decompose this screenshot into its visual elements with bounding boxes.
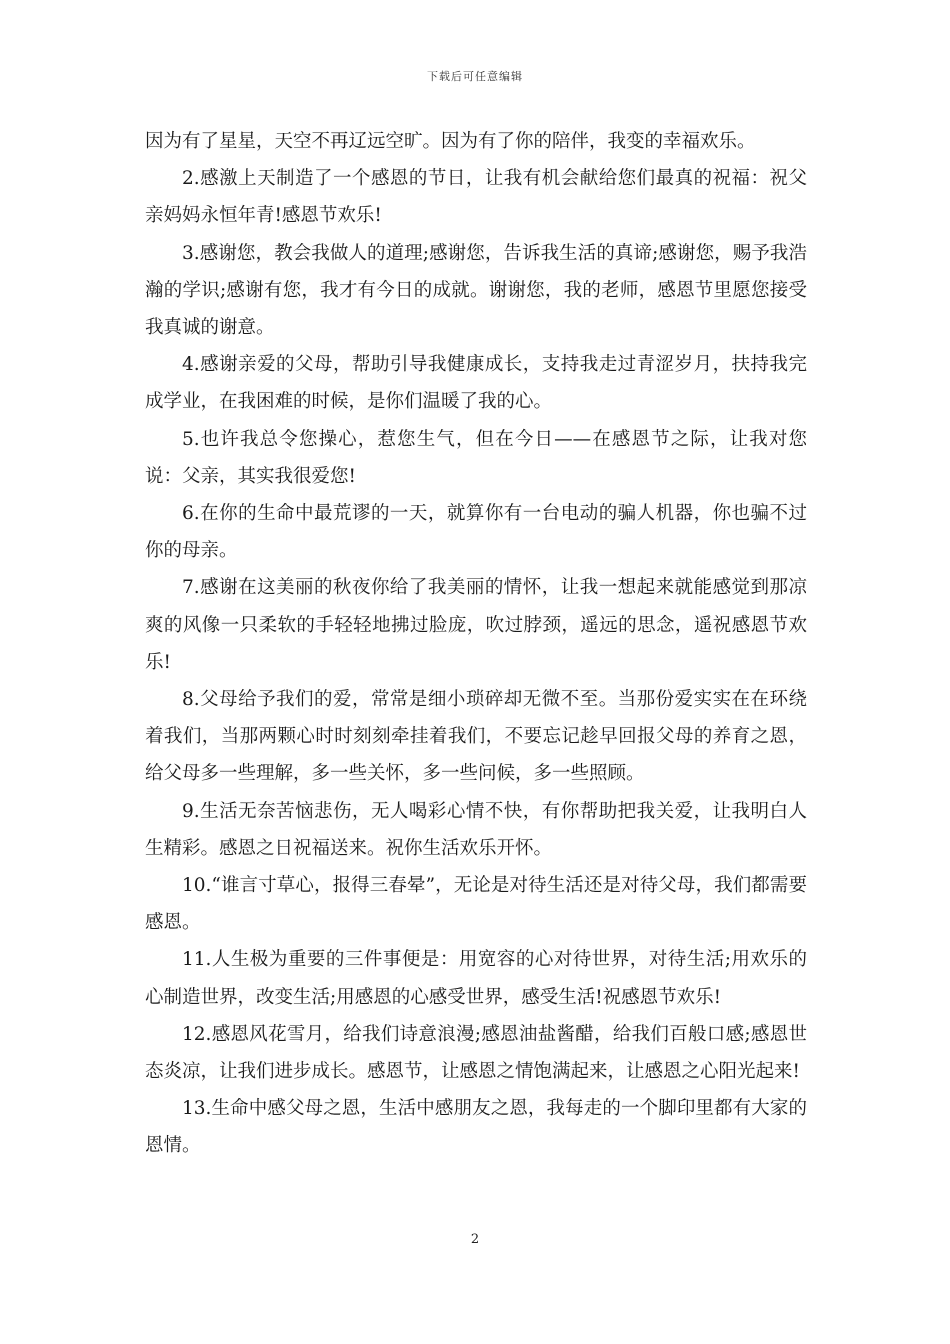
paragraph-7: 7.感谢在这美丽的秋夜你给了我美丽的情怀，让我一想起来就能感觉到那凉爽的风像一只柔软的手轻轻地拂过脸庞，吹过脖颈，遥远的思念，遥祝感恩节欢乐! <box>145 577 807 673</box>
paragraph-5: 5.也许我总令您操心，惹您生气，但在今日——在感恩节之际，让我对您说：父亲，其实我很爱您! <box>145 428 807 487</box>
paragraph-10: 10.“谁言寸草心，报得三春晕”，无论是对待生活还是对待父母，我们都需要感恩。 <box>145 875 807 934</box>
paragraph-13: 13.生命中感父母之恩，生活中感朋友之恩，我每走的一个脚印里都有大家的恩情。 <box>145 1098 807 1157</box>
paragraph-1: 因为有了星星，天空不再辽远空旷。因为有了你的陪伴，我变的幸福欢乐。 <box>145 131 756 152</box>
paragraph-11: 11.人生极为重要的三件事便是：用宽容的心对待世界，对待生活;用欢乐的心制造世界，改变生活;用感恩的心感受世界，感受生活!祝感恩节欢乐! <box>145 949 807 1008</box>
document-body <box>145 123 807 1165</box>
paragraph-12: 12.感恩风花雪月，给我们诗意浪漫;感恩油盐酱醋，给我们百般口感;感恩世态炎凉，让我们进步成长。感恩节，让感恩之情饱满起来，让感恩之心阳光起来! <box>145 1023 807 1083</box>
page-number: 2 <box>470 1232 480 1247</box>
paragraph-6: 6.在你的生命中最荒谬的一天，就算你有一台电动的骗人机器，你也骗不过你的母亲。 <box>145 503 807 562</box>
paragraph-2: 2.感激上天制造了一个感恩的节日，让我有机会献给您们最真的祝福：祝父亲妈妈永恒年青!感恩节欢乐! <box>145 168 807 227</box>
paragraph-9: 9.生活无奈苦恼悲伤，无人喝彩心情不快，有你帮助把我关爱，让我明白人生精彩。感恩之日祝福送来。祝你生活欢乐开怀。 <box>145 800 807 859</box>
paragraph-4: 4.感谢亲爱的父母，帮助引导我健康成长，支持我走过青涩岁月，扶持我完成学业，在我困难的时候，是你们温暖了我的心。 <box>145 354 807 413</box>
page-header: 下载后可任意编辑 <box>427 70 523 83</box>
paragraph-8: 8.父母给予我们的爱，常常是细小琐碎却无微不至。当那份爱实实在在环绕着我们，当那两颗心时时刻刻牵挂着我们，不要忘记趁早回报父母的养育之恩，给父母多一些理解，多一些关怀，多一些问候，多一些照顾。 <box>145 689 807 785</box>
paragraph-3: 3.感谢您，教会我做人的道理;感谢您，告诉我生活的真谛;感谢您，赐予我浩瀚的学识;感谢有您，我才有今日的成就。谢谢您，我的老师，感恩节里愿您接受我真诚的谢意。 <box>145 242 807 339</box>
